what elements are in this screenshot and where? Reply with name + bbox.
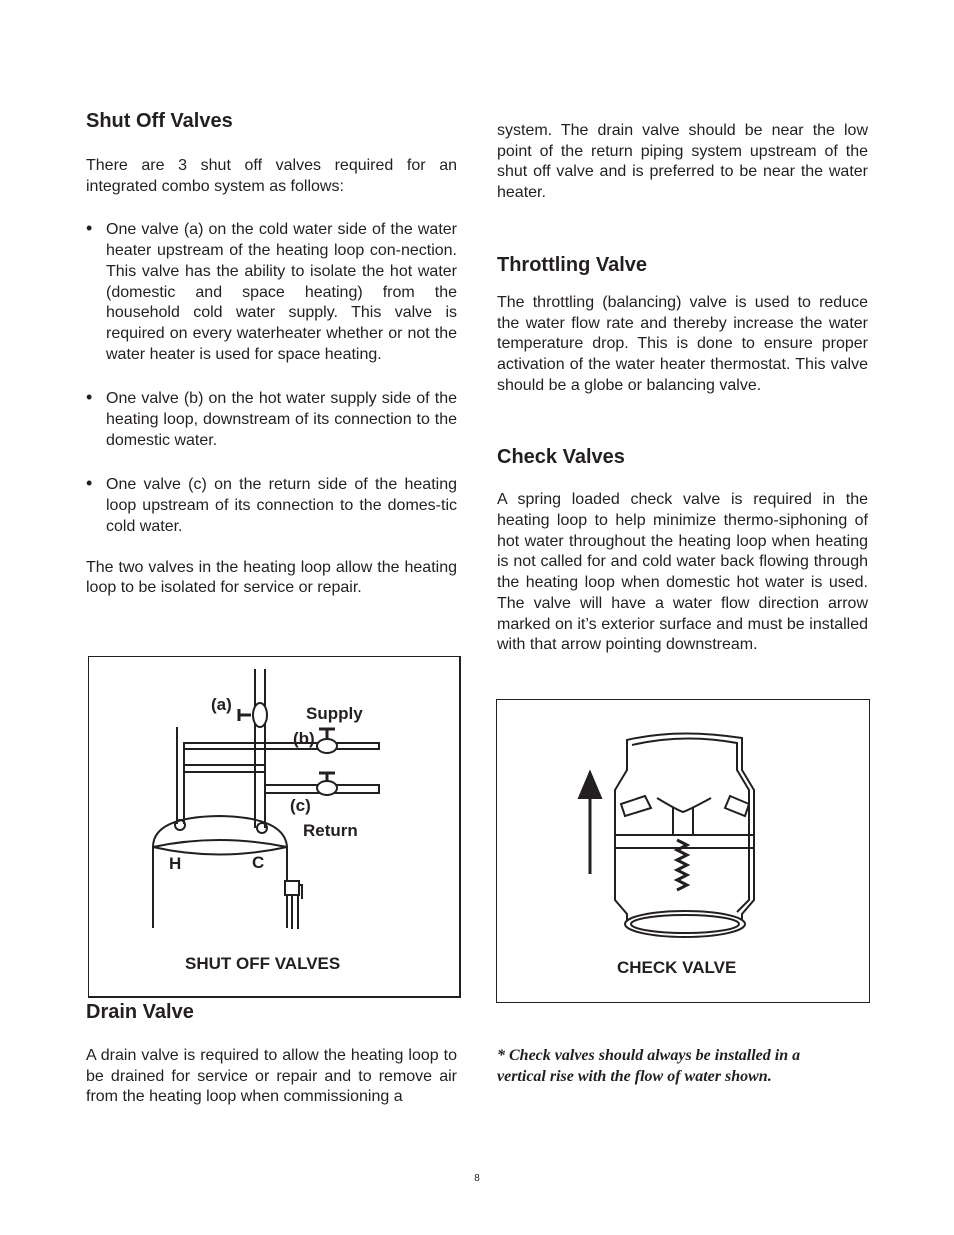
label-cold: C — [252, 853, 265, 872]
page-number: 8 — [474, 1173, 480, 1184]
check-valve-figure-caption: CHECK VALVE — [617, 958, 737, 977]
drain-valve-section — [86, 999, 457, 1108]
shut-off-intro: There are 3 shut off valves required for an integrated combo system as follows: — [86, 157, 457, 195]
bullet-icon: • — [86, 387, 93, 408]
label-return: Return — [303, 821, 358, 840]
bullet-icon: • — [86, 218, 93, 239]
bullet-icon: • — [86, 473, 93, 494]
shut-off-bullet-list — [86, 220, 457, 537]
drain-valve — [285, 881, 299, 895]
bullet-item-c: • One valve (c) on the return side of the heating loop upstream of its connection to the domes-tic cold water. — [86, 473, 457, 535]
drain-valve-heading: Drain Valve — [86, 1001, 194, 1023]
shut-off-valves-figure — [88, 656, 461, 998]
throttling-valve-text: The throttling (balancing) valve is used to reduce the water flow rate and thereby increase the water temperature drop. This is done to ensure proper activation of the water heater thermostat. This valve should be a globe or balancing valve. — [497, 293, 868, 394]
shut-off-figure-caption: SHUT OFF VALVES — [185, 954, 341, 973]
drain-valve-text-part1: A drain valve is required to allow the heating loop to be drained for service or repair and to remove air from the heating loop when commissioning a — [86, 1047, 457, 1106]
bullet-item-a: • One valve (a) on the cold water side of the water heater upstream of the heating loop con-nection. This valve has the ability to isolate the hot water (domestic and space heating) from the household cold water supply. This valve is required on every waterheater whether or not the water heater is used for space heating. — [86, 218, 457, 363]
check-valve-footnote-block — [497, 1045, 837, 1087]
hot-pipe — [177, 727, 379, 824]
check-valve-footnote: * Check valves should always be installed in a vertical rise with the flow of water shown. — [497, 1047, 801, 1085]
shut-off-closing: The two valves in the heating loop allow the heating loop to be isolated for service or repair. — [86, 558, 457, 597]
check-valves-text: A spring loaded check valve is required in the heating loop to help minimize thermo-siphoning of hot water throughout the heating loop when heating is not called for and cold water back flowing through the heating loop when domestic hot water is used. The valve will have a water flow direction arrow marked on it’s exterior surface and must be installed with that arrow pointing downstream. — [497, 491, 868, 654]
check-valve-diagram — [497, 700, 869, 1002]
check-valve-figure — [496, 699, 870, 1003]
label-valve-c: (c) — [290, 796, 311, 815]
check-valve-body — [615, 733, 754, 924]
shut-off-valves-diagram — [89, 657, 459, 996]
left-column — [86, 108, 457, 599]
label-valve-a: (a) — [211, 695, 232, 714]
label-supply: Supply — [306, 704, 363, 723]
throttling-valve-heading: Throttling Valve — [497, 253, 648, 276]
right-column — [497, 121, 868, 656]
drain-valve-text-part2: system. The drain valve should be near the low point of the return piping system upstream of the shut off valve and is preferred to be near the water heater. — [497, 122, 868, 202]
bullet-item-b: • One valve (b) on the hot water supply side of the heating loop, downstream of its connection to the domestic water. — [86, 387, 457, 449]
check-valves-heading: Check Valves — [497, 446, 625, 469]
label-hot: H — [169, 854, 182, 873]
label-valve-b: (b) — [293, 729, 315, 748]
shut-off-valves-heading: Shut Off Valves — [86, 110, 233, 132]
